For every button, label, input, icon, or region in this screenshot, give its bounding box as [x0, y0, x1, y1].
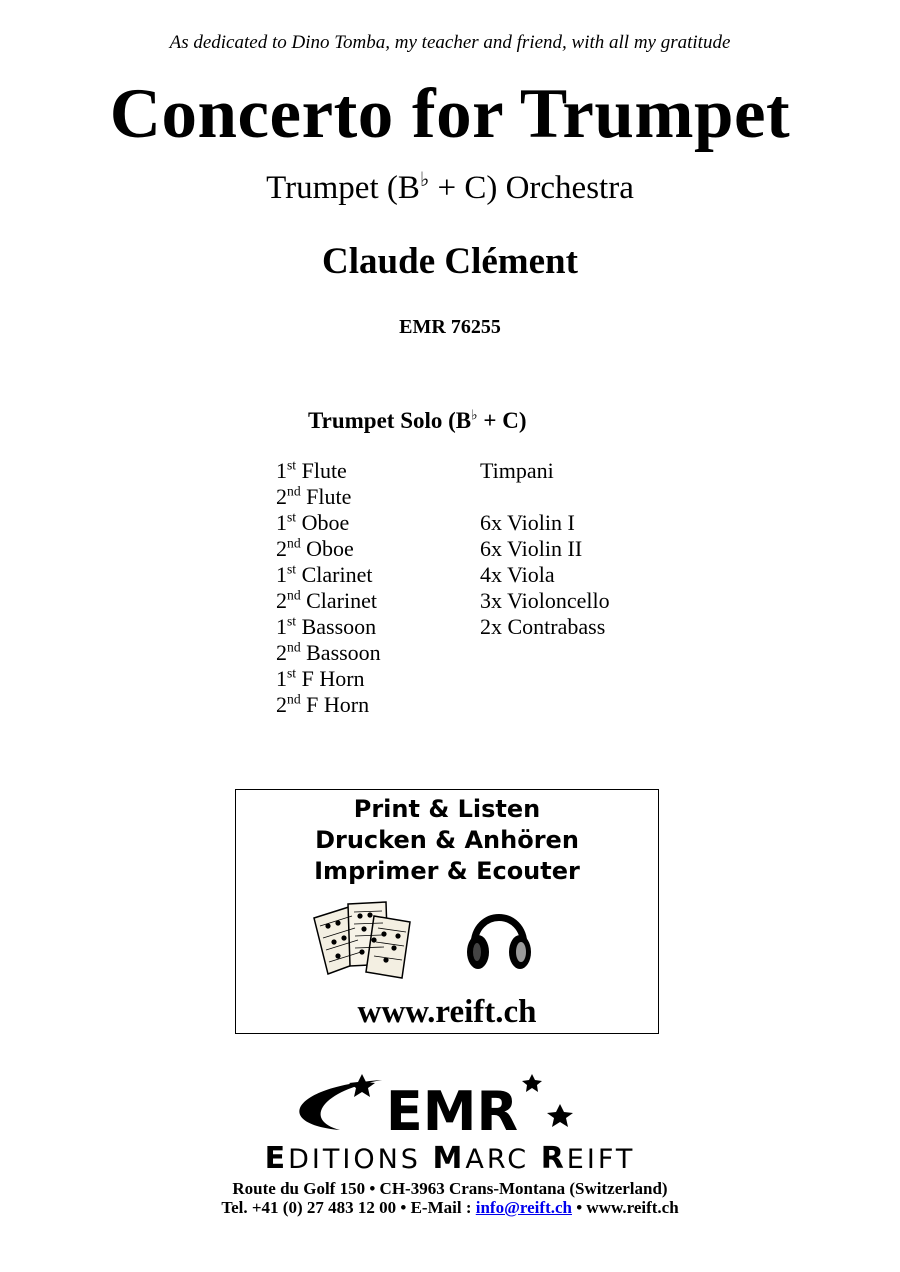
instrument-item: [276, 484, 381, 510]
instrument-item: [276, 614, 381, 640]
instrument-ordinal: 2: [276, 692, 287, 717]
instrument-ordinal: 1: [276, 562, 287, 587]
promo-line-french: Imprimer & Ecouter: [314, 857, 580, 885]
instrument-ordinal: 1: [276, 666, 287, 691]
dedication: As dedicated to Dino Tomba, my teacher and friend, with all my gratitude: [169, 32, 731, 53]
instrument-list-winds: [276, 458, 381, 718]
instrument-item: 3x Violoncello: [480, 588, 610, 613]
sheet-music-icon: [308, 898, 420, 982]
instrument-item: [276, 562, 381, 588]
publisher-name-part: ARC: [465, 1144, 541, 1175]
flat-sign: ♭: [471, 407, 478, 423]
ordinal-suffix: nd: [287, 587, 301, 603]
publisher-name-part: EIFT: [566, 1144, 636, 1175]
emr-logo: [232, 1072, 672, 1142]
instrument-ordinal: 2: [276, 536, 287, 561]
instrument-item: 6x Violin II: [480, 536, 583, 561]
instrument-item: [276, 588, 381, 614]
instrument-item: 4x Viola: [480, 562, 555, 587]
instrument-ordinal: 1: [276, 510, 287, 535]
instrument-name: F Horn: [296, 666, 365, 691]
publisher-name-part: DITIONS: [288, 1144, 433, 1175]
ordinal-suffix: nd: [287, 639, 301, 655]
instrument-name: Oboe: [300, 536, 354, 561]
ordinal-suffix: nd: [287, 483, 301, 499]
publisher-contact: [0, 1198, 900, 1218]
publisher-name-part: R: [540, 1141, 567, 1176]
instrument-ordinal: 1: [276, 614, 287, 639]
website-link[interactable]: www.reift.ch: [357, 994, 537, 1030]
flat-sign: ♭: [419, 169, 430, 191]
ordinal-suffix: st: [287, 561, 297, 577]
page-title: Concerto for Trumpet: [109, 75, 791, 153]
instrument-item: [276, 692, 381, 718]
emr-logo-text: EMR: [385, 1080, 519, 1142]
email-link[interactable]: info@reift.ch: [475, 1198, 572, 1217]
website-text: • www.reift.ch: [571, 1198, 679, 1217]
instrument-name: Oboe: [296, 510, 350, 535]
instrument-name: Flute: [296, 458, 347, 483]
subtitle-after: + C) Orchestra: [429, 170, 634, 206]
instrument-item: [276, 510, 381, 536]
ordinal-suffix: st: [287, 509, 297, 525]
instrument-ordinal: 2: [276, 484, 287, 509]
instrument-name: Bassoon: [296, 614, 377, 639]
ordinal-suffix: st: [287, 613, 297, 629]
promo-line-german: Drucken & Anhören: [315, 826, 579, 854]
instrument-item: [480, 484, 610, 510]
instrument-item: [276, 640, 381, 666]
phone-text: Tel. +41 (0) 27 483 12 00 • E-Mail :: [221, 1198, 476, 1217]
instrument-name: Bassoon: [300, 640, 381, 665]
ordinal-suffix: st: [287, 665, 297, 681]
instrument-item: Timpani: [480, 458, 554, 483]
instrument-name: Clarinet: [296, 562, 373, 587]
instrument-name: F Horn: [300, 692, 370, 717]
publisher-name: [0, 1141, 900, 1176]
instrument-list-strings: [480, 458, 610, 640]
headphones-icon: [464, 902, 534, 974]
instrument-item: [276, 666, 381, 692]
solo-after: + C): [477, 408, 527, 433]
instrument-name: Flute: [300, 484, 352, 509]
composer-name: Claude Clément: [322, 241, 578, 282]
instrument-ordinal: 2: [276, 588, 287, 613]
print-listen-box: [235, 789, 659, 1034]
catalog-number: EMR 76255: [399, 316, 501, 338]
instrument-item: [276, 458, 381, 484]
instrument-item: 6x Violin I: [480, 510, 575, 535]
promo-line-english: Print & Listen: [353, 795, 541, 823]
publisher-name-part: E: [264, 1141, 289, 1176]
instrument-ordinal: 2: [276, 640, 287, 665]
instrument-item: [276, 536, 381, 562]
subtitle: [0, 170, 900, 207]
instrument-item: 2x Contrabass: [480, 614, 606, 639]
solo-before: Trumpet Solo (B: [308, 408, 472, 433]
ordinal-suffix: nd: [287, 535, 301, 551]
ordinal-suffix: nd: [287, 691, 301, 707]
instrument-name: Clarinet: [300, 588, 377, 613]
instrument-ordinal: 1: [276, 458, 287, 483]
subtitle-before: Trumpet (B: [266, 170, 420, 206]
ordinal-suffix: st: [287, 457, 297, 473]
publisher-name-part: M: [432, 1141, 466, 1176]
solo-instrument: [308, 408, 527, 434]
publisher-address: Route du Golf 150 • CH-3963 Crans-Montana (Switzerland): [232, 1179, 668, 1198]
